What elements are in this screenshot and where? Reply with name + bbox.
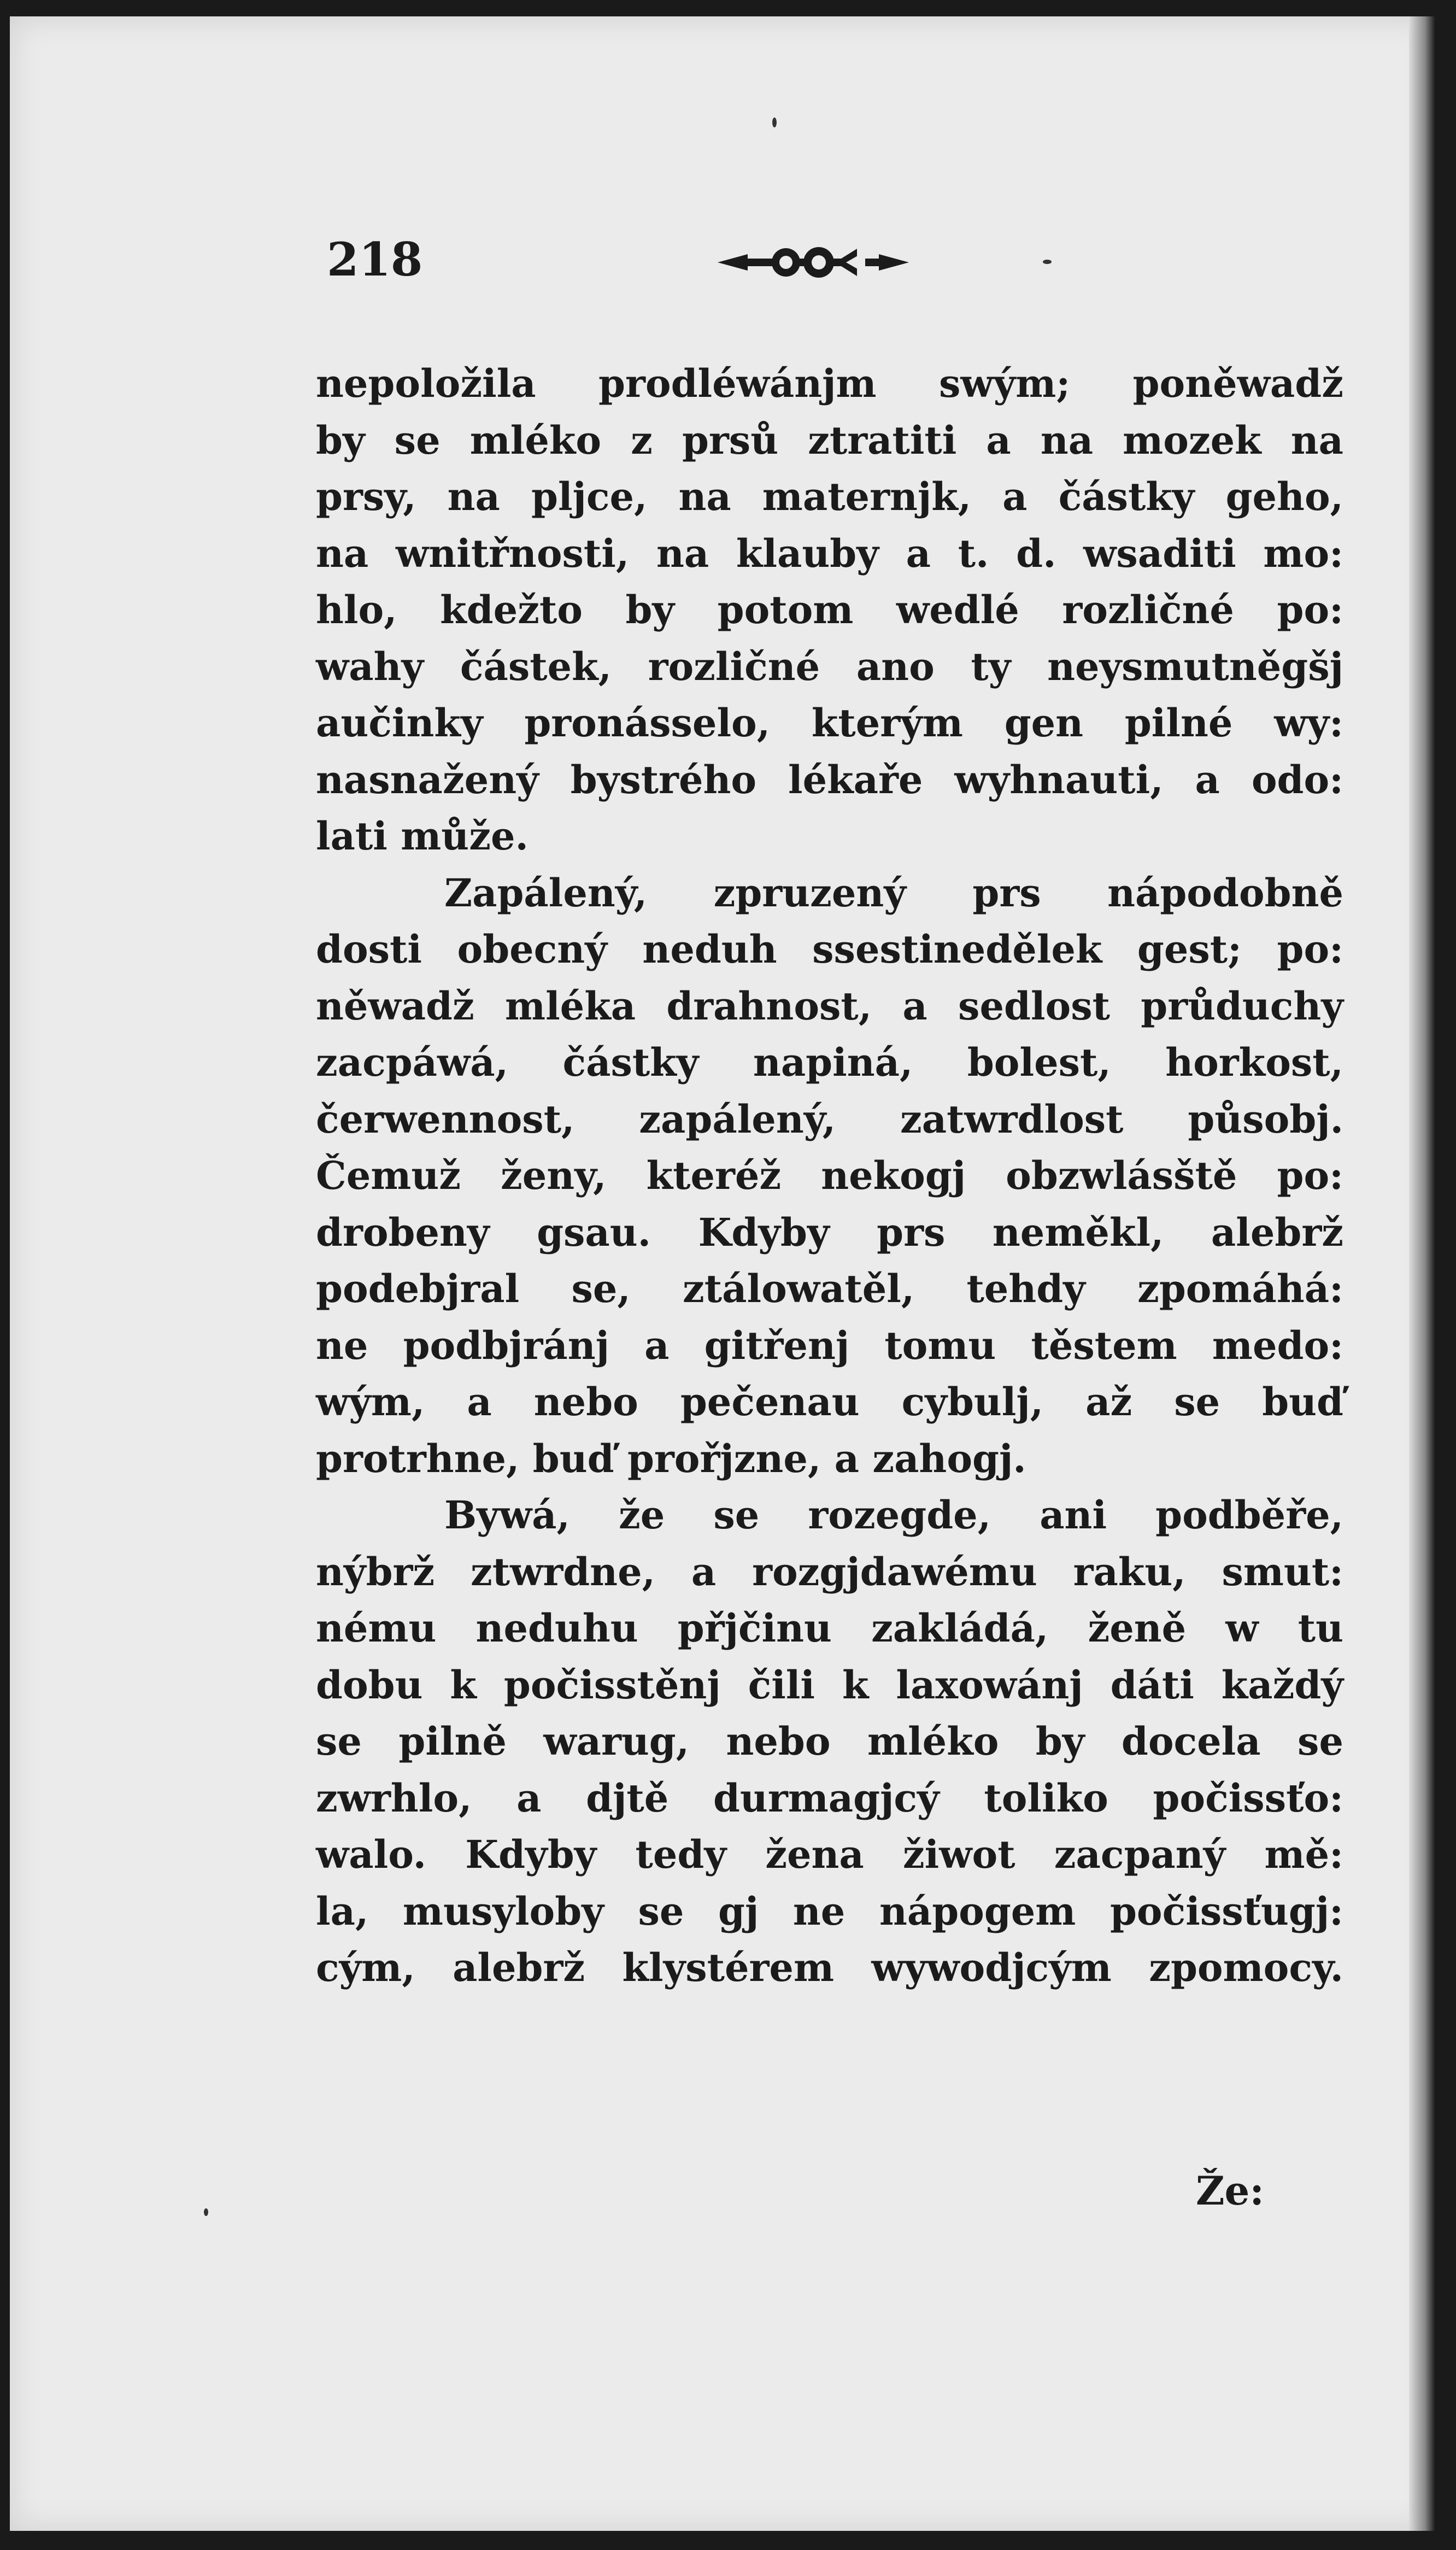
text-line: Bywá, že se rozegde, ani podběře, [444,1492,1343,1538]
text-line: podebjral se, ztálowatěl, tehdy zpomáhá: [316,1266,1343,1311]
printer-ornament-icon [715,243,912,282]
text-line: se pilně warug, nebo mléko by docela se [316,1719,1343,1764]
text-line: wahy částek, rozličné ano ty neysmutněgšj [316,643,1343,689]
text-line: walo. Kdyby tedy žena žiwot zacpaný mě: [316,1832,1343,1877]
text-line: na wnitřnosti, na klauby a t. d. wsaditi mo: [316,530,1343,576]
paragraph-3 [316,1487,1343,1996]
page-edge [1409,16,1435,2531]
text-line: nýbrž ztwrdne, a rozgjdawému raku, smut: [316,1549,1343,1595]
catchword: Že: [1196,2167,1264,2214]
text-line: protrhne, buď prořjzne, a zahogj. [316,1435,1026,1481]
paragraph-2 [316,865,1343,1487]
text-line: nepoložila prodléwánjm swým; poněwadž [316,361,1343,406]
text-line: hlo, kdežto by potom wedlé rozličné po: [316,587,1343,632]
text-line: nému neduhu přjčinu zakládá, ženě w tu [316,1605,1343,1651]
text-line: něwadž mléka drahnost, a sedlost průduchy [316,983,1343,1029]
text-line: la, musyloby se gj ne nápogem počissťugj: [316,1888,1343,1934]
body-text [316,355,1343,1996]
text-line: wým, a nebo pečenau cybulj, až se buď [316,1379,1343,1425]
ink-speck [204,2208,208,2216]
text-line: čerwennost, zapálený, zatwrdlost působj. [316,1096,1343,1142]
text-line: dosti obecný neduh ssestinedělek gest; po: [316,927,1343,972]
text-line: zwrhlo, a djtě durmagjcý toliko počissťo: [316,1775,1343,1821]
text-line: by se mléko z prsů ztratiti a na mozek na [316,417,1343,463]
page-header [327,232,1354,298]
ink-speck [1043,260,1052,264]
ink-speck [772,118,777,127]
text-line: dobu k počisstěnj čili k laxowánj dáti každý [316,1662,1343,1708]
text-line: lati může. [316,813,529,859]
page-number: 218 [327,232,423,286]
text-line: prsy, na pljce, na maternjk, a částky geho, [316,474,1343,519]
book-page [10,16,1435,2531]
text-line: drobeny gsau. Kdyby prs neměkl, alebrž [316,1209,1343,1255]
text-line: zacpáwá, částky napiná, bolest, horkost, [316,1040,1343,1085]
text-line: cým, alebrž klystérem wywodjcým zpomocy. [316,1945,1343,1990]
text-line: aučinky pronásselo, kterým gen pilné wy: [316,700,1343,746]
text-line: nasnažený bystrého lékaře wyhnauti, a odo: [316,757,1343,802]
paragraph-1 [316,355,1343,865]
text-line: Zapálený, zpruzený prs nápodobně [444,870,1343,916]
text-line: Čemuž ženy, kteréž nekogj obzwlásště po: [316,1153,1343,1198]
text-line: ne podbjránj a gitřenj tomu těstem medo: [316,1322,1343,1368]
